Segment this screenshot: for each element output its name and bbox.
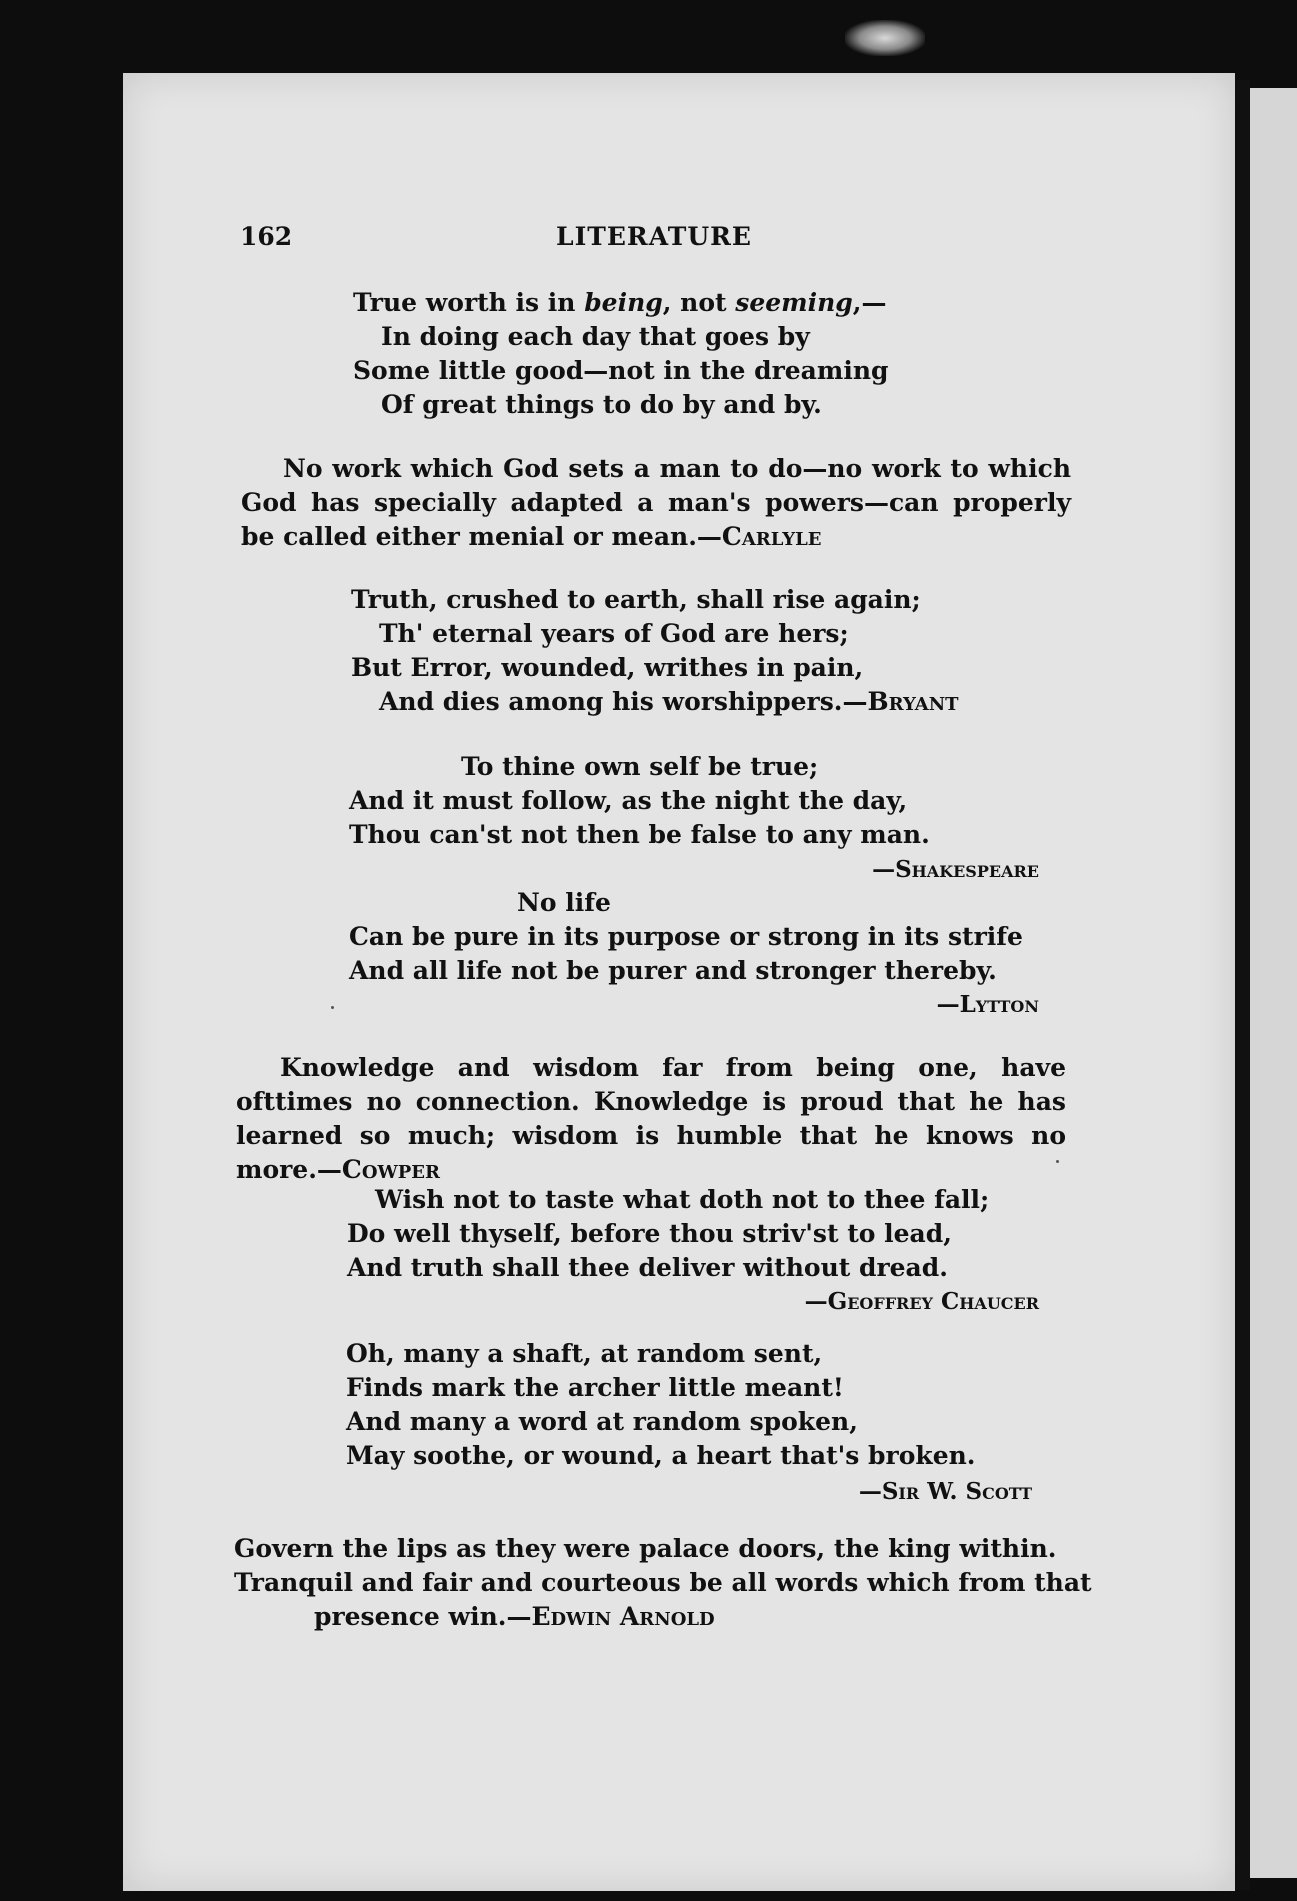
verse-line: And it must follow, as the night the day,: [349, 786, 908, 815]
verse-line: presence win.—Edwin Arnold: [314, 1602, 715, 1631]
verse-line: Do well thyself, before thou striv'st to lead,: [347, 1219, 952, 1248]
verse-line: Some little good—not in the dreaming: [353, 356, 889, 385]
verse-line: Can be pure in its purpose or strong in its strife: [349, 922, 1023, 951]
verse-line: Thou can'st not then be false to any man.: [349, 820, 930, 849]
page-number: 162: [240, 222, 293, 251]
stanza-true-worth: [353, 286, 888, 422]
quote-carlyle: No work which God sets a man to do—no work to which God has specially adapted a man's powers—can properly be called either menial or mean.—Carlyle: [241, 454, 1071, 551]
verse-line: And many a word at random spoken,: [346, 1407, 858, 1436]
verse-line: Oh, many a shaft, at random sent,: [346, 1339, 823, 1368]
verse-line: No life: [517, 888, 611, 917]
scan-speck: [331, 1006, 334, 1009]
verse-line: Of great things to do by and by.: [381, 390, 822, 419]
verse-line: But Error, wounded, writhes in pain,: [351, 653, 864, 682]
author-shakespeare: —Shakespeare: [872, 856, 1039, 883]
author-chaucer: —Geoffrey Chaucer: [804, 1288, 1039, 1315]
verse-line: Truth, crushed to earth, shall rise again;: [351, 585, 921, 614]
verse-line: May soothe, or wound, a heart that's broken.: [346, 1441, 976, 1470]
stanza-lytton: [349, 886, 1023, 988]
scan-smudge: [845, 20, 925, 56]
stanza-arnold: [234, 1532, 1092, 1634]
author-lytton: —Lytton: [936, 991, 1039, 1018]
verse-line: Govern the lips as they were palace doors, the king within.: [234, 1534, 1057, 1563]
stanza-chaucer: [347, 1183, 989, 1285]
verse-line: Finds mark the archer little meant!: [346, 1373, 844, 1402]
verse-line: And truth shall thee deliver without dread.: [347, 1253, 948, 1282]
page-gutter: [1235, 80, 1250, 1890]
stanza-shakespeare: [349, 750, 930, 852]
quote-cowper: Knowledge and wisdom far from being one, have ofttimes no connection. Knowledge is proud that he has learned so much; wisdom is humble that he knows no more.—Cowper: [236, 1053, 1066, 1184]
verse-line: Th' eternal years of God are hers;: [379, 619, 849, 648]
stanza-scott: [346, 1337, 976, 1473]
verse-line: And all life not be purer and stronger thereby.: [349, 956, 997, 985]
adjacent-page-edge: [1250, 88, 1297, 1878]
verse-line: In doing each day that goes by: [381, 322, 810, 351]
author-cowper: Cowper: [341, 1155, 440, 1184]
verse-line: To thine own self be true;: [461, 752, 819, 781]
verse-line: Wish not to taste what doth not to thee fall;: [375, 1185, 990, 1214]
author-bryant: Bryant: [867, 687, 959, 716]
author-arnold: Edwin Arnold: [531, 1602, 715, 1631]
verse-line: Tranquil and fair and courteous be all words which from that: [234, 1568, 1092, 1597]
stanza-bryant: [351, 583, 959, 719]
author-scott: —Sir W. Scott: [858, 1478, 1032, 1505]
verse-line: True worth is in being, not seeming,—: [353, 288, 887, 317]
verse-line: And dies among his worshippers.—Bryant: [379, 687, 959, 716]
author-carlyle: Carlyle: [721, 522, 822, 551]
running-title: LITERATURE: [556, 222, 752, 251]
